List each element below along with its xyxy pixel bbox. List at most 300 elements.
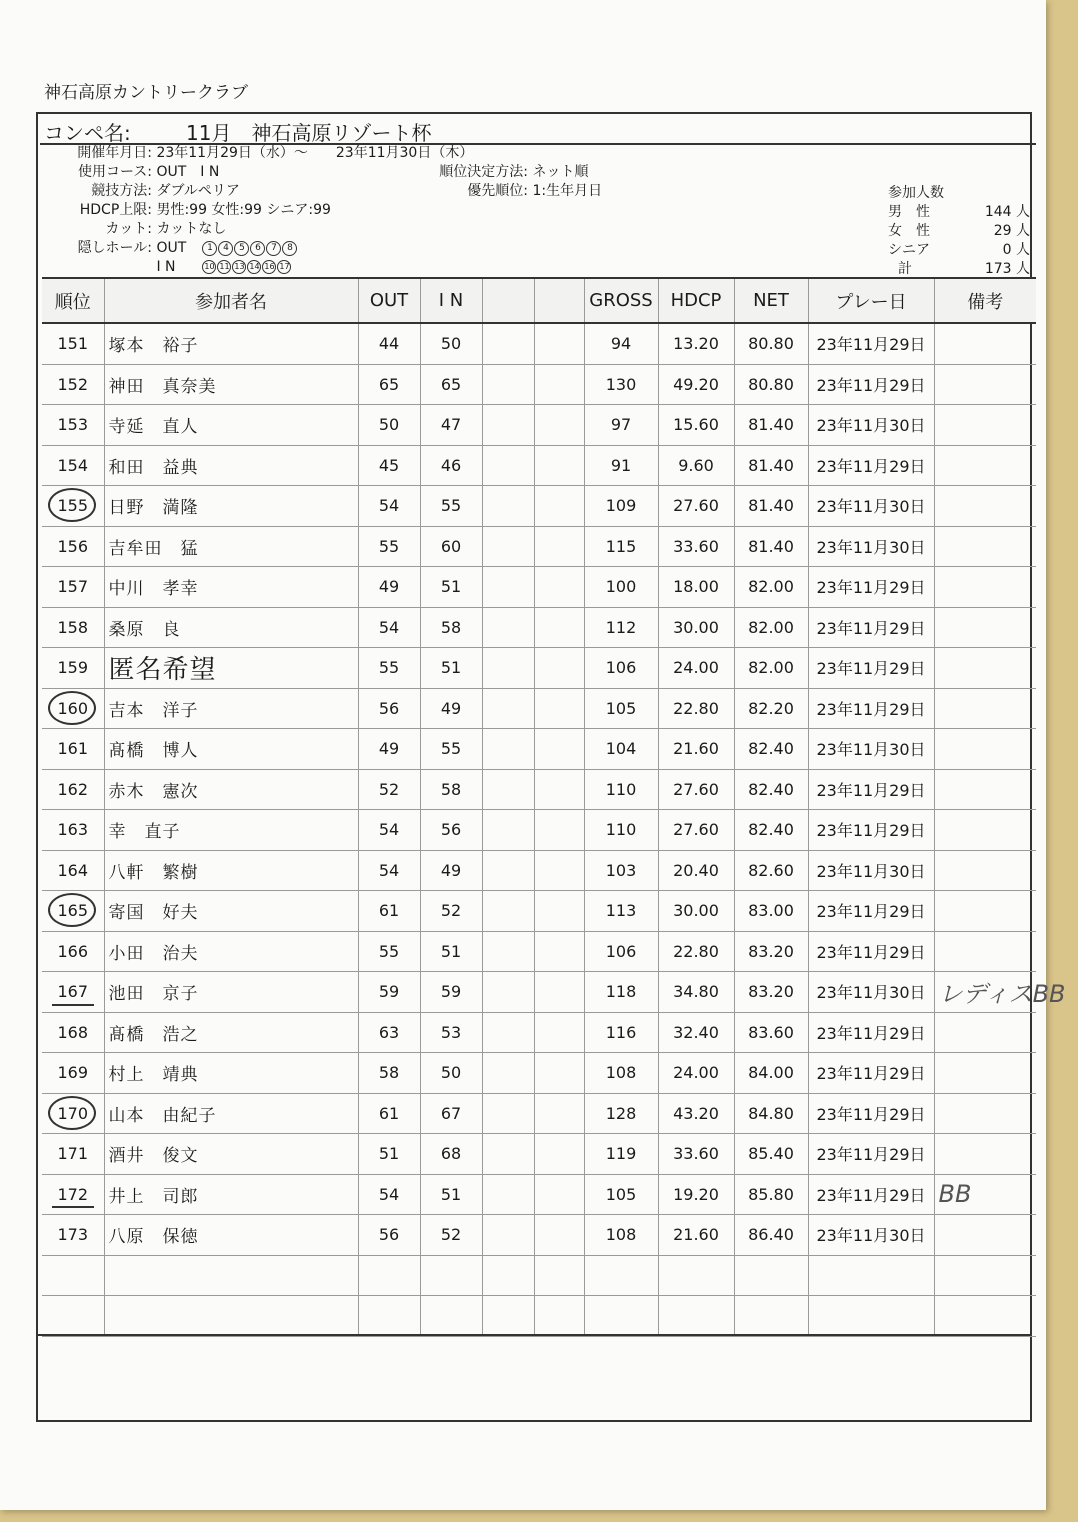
hdcp-text: 27.60 (673, 496, 719, 516)
in-score-cell (420, 1093, 482, 1134)
out-score-cell (358, 769, 420, 810)
rank-text: 167 (57, 982, 89, 1002)
table-row (42, 567, 1036, 608)
gross-cell (584, 1012, 658, 1053)
out-score-text: 49 (378, 577, 400, 597)
in-score-text: 47 (440, 415, 462, 435)
name-cell (104, 729, 358, 770)
out-score-cell (358, 1134, 420, 1175)
hidden-hole-number: 14 (247, 260, 261, 274)
participants-title: 参加人数 (888, 185, 944, 201)
hdcp-text: 21.60 (673, 739, 719, 759)
blank-cell (534, 364, 584, 405)
hdcp-text: 27.60 (673, 820, 719, 840)
net-text: 81.40 (748, 415, 794, 435)
name-text: 髙橋 浩之 (108, 1024, 199, 1045)
net-text: 82.40 (748, 739, 794, 759)
in-score-text: 67 (440, 1103, 462, 1123)
blank-cell (534, 1053, 584, 1094)
senior-label: シニア (888, 242, 930, 258)
hidden-hole-number: 11 (217, 260, 231, 274)
results-table (42, 277, 1066, 1337)
gross-cell (584, 526, 658, 567)
in-score-cell (420, 567, 482, 608)
gross-text: 108 (605, 1063, 637, 1083)
out-score-text: 51 (378, 1144, 400, 1164)
in-score-cell (420, 1134, 482, 1175)
out-score-cell (358, 1093, 420, 1134)
hdcp-text: 22.80 (673, 941, 719, 961)
empty-cell (934, 1296, 1036, 1337)
net-cell (734, 364, 808, 405)
out-score-text: 56 (378, 698, 400, 718)
out-score-text: 65 (378, 374, 400, 394)
header-play-date: プレー日 (808, 278, 934, 323)
net-cell (734, 526, 808, 567)
remarks-cell (934, 850, 1036, 891)
hidden-in-label: I N (156, 259, 176, 275)
name-text: 匿名希望 (108, 655, 217, 686)
gross-text: 109 (605, 496, 637, 516)
hidden-holes-label: 隠しホール: (77, 240, 152, 256)
hdcp-text: 27.60 (673, 779, 719, 799)
gross-cell (584, 648, 658, 689)
gross-text: 105 (605, 1184, 637, 1204)
hdcp-text: 19.20 (673, 1184, 719, 1204)
net-text: 82.20 (748, 698, 794, 718)
in-score-text: 58 (440, 617, 462, 637)
gross-text: 97 (610, 415, 632, 435)
blank-cell (534, 891, 584, 932)
name-cell (104, 891, 358, 932)
hdcp-cell (658, 972, 734, 1013)
hdcp-text: 18.00 (673, 577, 719, 597)
out-score-text: 58 (378, 1063, 400, 1083)
play-date-text: 23年11月30日 (816, 983, 926, 1003)
table-row (42, 972, 1036, 1013)
remarks-cell (934, 486, 1036, 527)
empty-cell (42, 1255, 104, 1296)
play-date-cell (808, 891, 934, 932)
rank-text: 168 (57, 1022, 89, 1042)
course-value: OUT I N (156, 164, 220, 180)
remarks-cell (934, 1012, 1036, 1053)
competition-row (40, 115, 1036, 145)
name-text: 幸 直子 (108, 822, 181, 843)
play-date-text: 23年11月30日 (816, 740, 926, 760)
hdcp-text: 43.20 (673, 1103, 719, 1123)
hdcp-cell (658, 931, 734, 972)
blank-cell (534, 972, 584, 1013)
gross-cell (584, 486, 658, 527)
out-score-cell (358, 445, 420, 486)
gross-text: 104 (605, 739, 637, 759)
blank-cell (482, 850, 534, 891)
play-date-text: 23年11月29日 (816, 780, 926, 800)
gross-cell (584, 1215, 658, 1256)
rank-text: 166 (57, 941, 89, 961)
play-date-text: 23年11月29日 (816, 942, 926, 962)
hidden-hole-number: 8 (282, 241, 297, 256)
name-cell (104, 445, 358, 486)
play-date-text: 23年11月29日 (816, 1104, 926, 1124)
hdcp-cell (658, 1093, 734, 1134)
hdcp-cell (658, 810, 734, 851)
in-score-cell (420, 323, 482, 364)
blank-cell (482, 1012, 534, 1053)
blank-cell (482, 972, 534, 1013)
net-text: 82.40 (748, 820, 794, 840)
gross-text: 113 (605, 901, 637, 921)
gross-cell (584, 567, 658, 608)
net-text: 85.80 (748, 1184, 794, 1204)
blank-cell (482, 891, 534, 932)
gross-cell (584, 405, 658, 446)
name-cell (104, 607, 358, 648)
net-text: 82.40 (748, 779, 794, 799)
rank-text: 154 (57, 455, 89, 475)
out-score-text: 55 (378, 941, 400, 961)
in-score-cell (420, 769, 482, 810)
name-cell (104, 364, 358, 405)
table-row (42, 931, 1036, 972)
out-score-text: 54 (378, 1184, 400, 1204)
play-date-cell (808, 567, 934, 608)
blank-cell (482, 1215, 534, 1256)
out-score-text: 45 (378, 455, 400, 475)
header-name: 参加者名 (104, 278, 358, 323)
net-cell (734, 1134, 808, 1175)
remarks-cell (934, 405, 1036, 446)
play-date-cell (808, 769, 934, 810)
play-date-cell (808, 688, 934, 729)
in-score-text: 56 (440, 820, 462, 840)
net-text: 81.40 (748, 536, 794, 556)
empty-cell (104, 1296, 358, 1337)
remarks-cell (934, 810, 1036, 851)
net-text: 81.40 (748, 496, 794, 516)
hdcp-cell (658, 1012, 734, 1053)
course-label: 使用コース: (77, 164, 152, 180)
gross-cell (584, 1174, 658, 1215)
blank-cell (482, 810, 534, 851)
gross-cell (584, 769, 658, 810)
play-date-cell (808, 1174, 934, 1215)
date-value: 23年11月29日（水）～ 23年11月30日（木） (156, 145, 474, 161)
out-score-text: 61 (378, 1103, 400, 1123)
name-cell (104, 1012, 358, 1053)
blank-cell (534, 1174, 584, 1215)
blank-cell (482, 1093, 534, 1134)
empty-cell (482, 1255, 534, 1296)
hidden-out-holes (202, 240, 298, 256)
gross-text: 91 (610, 455, 632, 475)
empty-cell (934, 1255, 1036, 1296)
rank-cell (42, 1093, 104, 1134)
hdcp-text: 15.60 (673, 415, 719, 435)
name-text: 日野 満隆 (108, 498, 199, 519)
rank-cell (42, 364, 104, 405)
play-date-text: 23年11月30日 (816, 1226, 926, 1246)
hdcp-cell (658, 445, 734, 486)
blank-cell (482, 1134, 534, 1175)
out-score-text: 50 (378, 415, 400, 435)
empty-cell (808, 1296, 934, 1337)
out-score-text: 55 (378, 536, 400, 556)
gross-cell (584, 1053, 658, 1094)
handwritten-circle-mark (48, 1096, 96, 1130)
rank-cell (42, 526, 104, 567)
hdcp-text: 30.00 (673, 617, 719, 637)
senior-count: 0 人 (1002, 242, 1030, 258)
in-score-text: 59 (440, 982, 462, 1002)
name-text: 和田 益典 (108, 457, 199, 478)
hdcp-text: 13.20 (673, 334, 719, 354)
rank-cell (42, 1134, 104, 1175)
competition-name: 11月 神石高原リゾート杯 (186, 121, 432, 145)
empty-cell (420, 1255, 482, 1296)
rank-cell (42, 688, 104, 729)
in-score-text: 49 (440, 698, 462, 718)
out-score-text: 54 (378, 820, 400, 840)
hdcp-cell (658, 1053, 734, 1094)
play-date-cell (808, 323, 934, 364)
table-row (42, 607, 1036, 648)
hidden-in-holes (202, 259, 292, 275)
blank-cell (482, 445, 534, 486)
in-score-text: 51 (440, 1184, 462, 1204)
empty-cell (534, 1255, 584, 1296)
remarks-cell (934, 607, 1036, 648)
in-score-cell (420, 486, 482, 527)
rank-cell (42, 1053, 104, 1094)
play-date-text: 23年11月29日 (816, 375, 926, 395)
in-score-cell (420, 648, 482, 689)
out-score-text: 54 (378, 860, 400, 880)
out-score-cell (358, 526, 420, 567)
gross-text: 115 (605, 536, 637, 556)
date-label: 開催年月日: (77, 145, 152, 161)
remarks-cell (934, 648, 1036, 689)
remarks-cell (934, 891, 1036, 932)
male-label: 男 性 (888, 204, 930, 220)
net-cell (734, 850, 808, 891)
net-cell (734, 810, 808, 851)
play-date-cell (808, 972, 934, 1013)
play-date-cell (808, 486, 934, 527)
hdcp-cell (658, 486, 734, 527)
blank-cell (482, 526, 534, 567)
play-date-text: 23年11月30日 (816, 416, 926, 436)
net-cell (734, 1174, 808, 1215)
out-score-cell (358, 364, 420, 405)
remarks-cell (934, 769, 1036, 810)
out-score-text: 61 (378, 901, 400, 921)
blank-cell (534, 1215, 584, 1256)
gross-text: 94 (610, 334, 632, 354)
table-row (42, 1093, 1036, 1134)
empty-cell (734, 1296, 808, 1337)
gross-cell (584, 931, 658, 972)
name-cell (104, 405, 358, 446)
gross-cell (584, 323, 658, 364)
rank-text: 156 (57, 536, 89, 556)
net-cell (734, 486, 808, 527)
gross-text: 116 (605, 1022, 637, 1042)
rank-text: 160 (57, 698, 89, 718)
empty-cell (420, 1296, 482, 1337)
female-label: 女 性 (888, 223, 930, 239)
hidden-hole-number: 5 (234, 241, 249, 256)
rank-text: 173 (57, 1225, 89, 1245)
remarks-cell (934, 567, 1036, 608)
remarks-cell (934, 1215, 1036, 1256)
in-score-cell (420, 688, 482, 729)
empty-cell (584, 1255, 658, 1296)
hdcp-text: 33.60 (673, 1144, 719, 1164)
in-score-cell (420, 972, 482, 1013)
hidden-out-label: OUT (156, 240, 187, 256)
hdcp-text: 24.00 (673, 658, 719, 678)
net-text: 82.00 (748, 577, 794, 597)
blank-cell (534, 405, 584, 446)
out-score-cell (358, 688, 420, 729)
blank-cell (482, 607, 534, 648)
gross-text: 108 (605, 1225, 637, 1245)
rank-text: 161 (57, 739, 89, 759)
net-cell (734, 445, 808, 486)
play-date-text: 23年11月30日 (816, 861, 926, 881)
net-text: 82.00 (748, 658, 794, 678)
out-score-text: 52 (378, 779, 400, 799)
out-score-cell (358, 486, 420, 527)
rank-text: 155 (57, 496, 89, 516)
gross-text: 106 (605, 941, 637, 961)
footer-box (38, 1334, 1030, 1422)
blank-cell (482, 931, 534, 972)
blank-cell (534, 931, 584, 972)
in-score-text: 51 (440, 658, 462, 678)
net-text: 83.20 (748, 982, 794, 1002)
table-row (42, 1012, 1036, 1053)
total-label: 計 (898, 261, 912, 277)
remarks-cell (934, 364, 1036, 405)
remarks-cell (934, 972, 1066, 1013)
table-row (42, 1053, 1036, 1094)
header-blank-1 (482, 278, 534, 323)
method-label: 競技方法: (91, 183, 152, 199)
hidden-hole-number: 1 (202, 241, 217, 256)
in-score-cell (420, 445, 482, 486)
name-cell (104, 567, 358, 608)
out-score-cell (358, 1053, 420, 1094)
empty-cell (482, 1296, 534, 1337)
out-score-cell (358, 405, 420, 446)
remarks-cell (934, 526, 1036, 567)
net-cell (734, 567, 808, 608)
hdcp-cell (658, 769, 734, 810)
name-text: 塚本 裕子 (108, 336, 199, 357)
method-value: ダブルペリア (156, 183, 240, 199)
rank-text: 162 (57, 779, 89, 799)
play-date-text: 23年11月30日 (816, 497, 926, 517)
net-text: 84.80 (748, 1103, 794, 1123)
name-cell (104, 1053, 358, 1094)
blank-cell (534, 1012, 584, 1053)
net-text: 82.00 (748, 617, 794, 637)
name-text: 吉本 洋子 (108, 700, 199, 721)
blank-cell (534, 1093, 584, 1134)
blank-cell (482, 486, 534, 527)
gross-cell (584, 972, 658, 1013)
hdcp-text: 32.40 (673, 1022, 719, 1042)
empty-cell (808, 1255, 934, 1296)
net-text: 83.20 (748, 941, 794, 961)
hdcp-text: 21.60 (673, 1225, 719, 1245)
play-date-cell (808, 1134, 934, 1175)
blank-cell (482, 405, 534, 446)
out-score-text: 49 (378, 739, 400, 759)
hdcp-cell (658, 567, 734, 608)
name-cell (104, 323, 358, 364)
header-blank-2 (534, 278, 584, 323)
gross-cell (584, 850, 658, 891)
name-text: 池田 京子 (108, 984, 199, 1005)
hdcp-limit-value: 男性:99 女性:99 シニア:99 (156, 202, 331, 218)
name-text: 神田 真奈美 (108, 376, 217, 397)
net-cell (734, 1053, 808, 1094)
play-date-cell (808, 1053, 934, 1094)
header-rank: 順位 (42, 278, 104, 323)
ranking-method-value: ネット順 (532, 164, 589, 180)
rank-cell (42, 607, 104, 648)
in-score-text: 51 (440, 577, 462, 597)
rank-cell (42, 323, 104, 364)
results-sheet (36, 112, 1066, 1422)
blank-cell (482, 1053, 534, 1094)
hidden-hole-number: 17 (277, 260, 291, 274)
hdcp-cell (658, 850, 734, 891)
handwritten-circle-mark (48, 691, 96, 725)
in-score-cell (420, 810, 482, 851)
out-score-text: 54 (378, 496, 400, 516)
male-count: 144 人 (984, 204, 1030, 220)
header-gross: GROSS (584, 278, 658, 323)
hidden-hole-number: 10 (202, 260, 216, 274)
remarks-cell (934, 1053, 1036, 1094)
hdcp-text: 33.60 (673, 536, 719, 556)
net-cell (734, 648, 808, 689)
gross-cell (584, 445, 658, 486)
name-text: 桑原 良 (108, 619, 181, 640)
out-score-text: 44 (378, 334, 400, 354)
blank-cell (534, 445, 584, 486)
name-cell (104, 850, 358, 891)
in-score-cell (420, 729, 482, 770)
in-score-cell (420, 1053, 482, 1094)
club-name: 神石高原カントリークラブ (44, 83, 248, 103)
in-score-text: 65 (440, 374, 462, 394)
in-score-text: 51 (440, 941, 462, 961)
in-score-cell (420, 891, 482, 932)
cut-label: カット: (105, 221, 152, 237)
remarks-cell (934, 729, 1036, 770)
out-score-cell (358, 607, 420, 648)
blank-cell (534, 810, 584, 851)
hdcp-cell (658, 1174, 734, 1215)
rank-cell (42, 1012, 104, 1053)
play-date-cell (808, 445, 934, 486)
